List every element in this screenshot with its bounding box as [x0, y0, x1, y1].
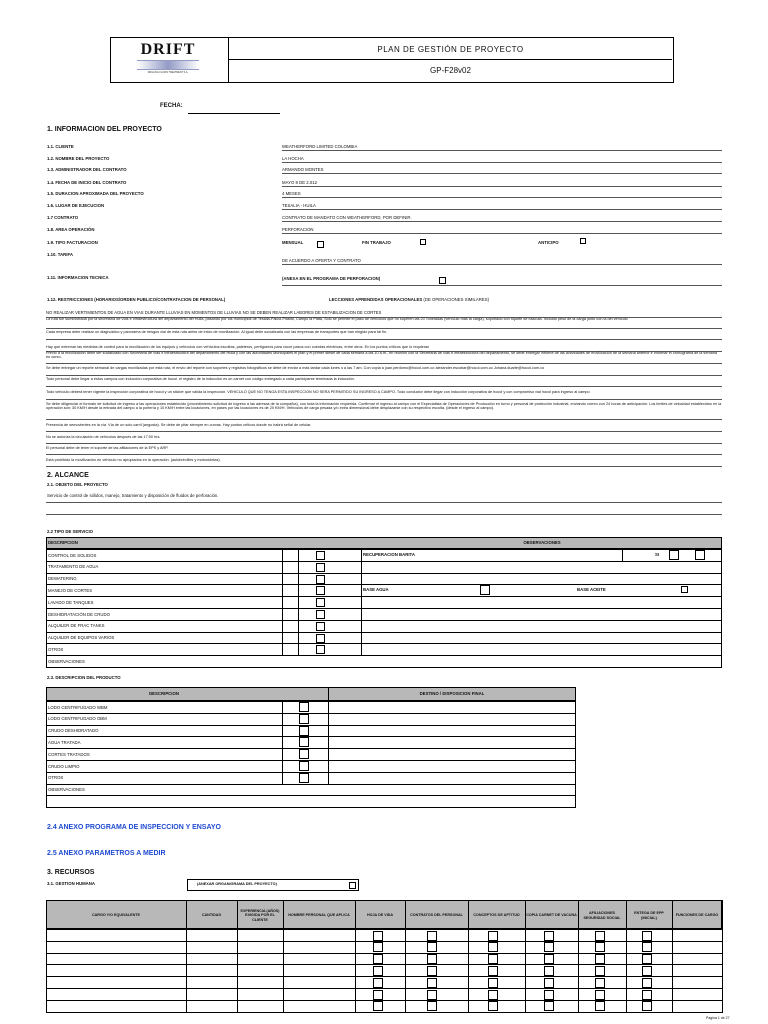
restriccion-item: La ruta fue suministrada por la secretaría de vías e infraestructura del departamento del Huila, pasando por los municipios de Tesalia-Paicol-Pitalito, Campo la Plata, Solo se permite el paso de vehículos que no superen las 20 Toneladas (vehículo más la carga), soportado con tiquete de báscula. Incluido peso de la carga junto con la del vehículo [46, 317, 722, 329]
recursos-checkbox[interactable] [427, 1001, 437, 1011]
recuperacion-barita-label: RECUPERACION BARITA [363, 552, 415, 557]
info-label-1: 1.2. NOMBRE DEL PROYECTO [47, 156, 110, 161]
recursos-checkbox[interactable] [488, 1001, 498, 1011]
gestion-humana-label: 3.1. GESTION HUMANA [47, 881, 95, 886]
tipo-checkbox[interactable] [316, 634, 325, 643]
col-divider [282, 736, 283, 748]
info-label-0: 1.1. CLIENTE [47, 144, 74, 149]
col-divider [282, 549, 283, 561]
col-divider [298, 596, 299, 608]
tipo-servicio-label: 2.2 TIPO DE SERVICIO [47, 529, 94, 534]
tipo-row-label: TRATAMIENTO DE AGUA [48, 564, 99, 570]
col-divider [328, 725, 329, 737]
tipo-checkbox[interactable] [316, 563, 325, 572]
producto-row-label: OBSERVACIONES [48, 787, 85, 793]
info-label-3: 1.4. FECHA DE INICIO DEL CONTRATO [47, 180, 127, 185]
recursos-checkbox[interactable] [427, 966, 437, 976]
info-value-0[interactable]: WEATHERFORD LIMITED COLOMBIA [282, 144, 358, 149]
anexo-inspeccion-link[interactable]: 2.4 ANEXO PROGRAMA DE INSPECCION Y ENSAYO [47, 824, 222, 831]
recursos-checkbox[interactable] [488, 931, 498, 941]
col-divider [298, 584, 299, 596]
recursos-header-cell: NOMBRE PERSONAL QUE APLICA [288, 913, 350, 918]
recursos-checkbox[interactable] [595, 966, 605, 976]
objeto-line-1 [46, 502, 722, 503]
recursos-checkbox[interactable] [488, 966, 498, 976]
info-label-2: 1.3. ADMINISTRADOR DEL CONTRATO [47, 167, 127, 172]
document-code: GP-F28v02 [430, 66, 471, 75]
recursos-checkbox[interactable] [544, 978, 554, 988]
recursos-checkbox[interactable] [488, 978, 498, 988]
tipo-row-label: ALQUILER DE FRAC TANKS [48, 623, 105, 629]
recursos-checkbox[interactable] [544, 942, 554, 952]
col-divider [328, 713, 329, 725]
col-divider [361, 573, 362, 585]
restriccion-item: Se debe entregar un reporte semanal de cargas movilizadas por esta ruta, el envío del reporte con soportes y registros fotográficos se debe de enviar a más tardar cada lunes o a las 7 am. Con copia a juan.perdomo@hocol.com.co alexander.escobar@hocol.com.co Johana.duarte@hocol.com.co [46, 366, 722, 376]
objeto-value: Servicio de control de sólidos, manejo, tratamiento y disposición de fluidos de perforación. [47, 493, 219, 498]
info-value-7[interactable]: PERFORACION [282, 227, 314, 232]
recursos-header-cell: EXPERIENCIA (AÑOS) EXIGIDA POR EL CLIENTE [240, 908, 280, 922]
col-divider [282, 713, 283, 725]
tipo-checkbox[interactable] [316, 610, 325, 619]
recursos-checkbox[interactable] [642, 931, 652, 941]
col-divider [328, 748, 329, 760]
logo-text: DRIFT [140, 41, 196, 58]
producto-checkbox[interactable] [299, 761, 309, 771]
col-divider [328, 760, 329, 772]
col-divider [298, 632, 299, 644]
tarifa-line [282, 264, 722, 265]
recursos-checkbox[interactable] [373, 942, 383, 952]
tipo-checkbox[interactable] [316, 551, 325, 560]
producto-checkbox[interactable] [299, 737, 309, 747]
col-divider [361, 632, 362, 644]
recursos-checkbox[interactable] [642, 978, 652, 988]
tarifa-value: DE ACUERDO A OFERTA Y CONTRATO [282, 258, 361, 263]
col-divider [282, 725, 283, 737]
col-divider [298, 608, 299, 620]
tipo-header-observaciones: OBSERVACIONES [523, 540, 561, 545]
col-divider [361, 608, 362, 620]
tipo-row-label: OBSERVACIONES [48, 658, 85, 664]
tipo-row-label: DESHIDRATACIÓN DE CRUDO [48, 611, 110, 617]
recursos-checkbox[interactable] [544, 1001, 554, 1011]
recursos-checkbox[interactable] [595, 942, 605, 952]
recursos-checkbox[interactable] [595, 990, 605, 1000]
recursos-checkbox[interactable] [373, 990, 383, 1000]
col-divider [282, 620, 283, 632]
tipo-header-descripcion: DESCRIPCION [48, 540, 78, 545]
recursos-checkbox[interactable] [427, 990, 437, 1000]
recursos-header-cell: FUNCIONES DE CARGO [675, 913, 719, 918]
col-divider [361, 584, 362, 596]
base-aceite-checkbox[interactable] [681, 586, 688, 593]
recursos-checkbox[interactable] [595, 931, 605, 941]
info-tecnica-label: 1.11. INFORMACION TECNICA [47, 275, 109, 280]
col-divider [298, 620, 299, 632]
col-divider [282, 748, 283, 760]
info-line-3 [282, 186, 722, 187]
recursos-checkbox[interactable] [544, 931, 554, 941]
restriccion-item: Previo a la movilización debe ser socializado con Secretaria de vías e infraestructura del departamento del Huila y con las autoridades Municipales el plan y el primer diesel de cada semana a las 10 a.m., en reunión con la Secretaria de vías e infraestructura del departamento, se debe entregar informe de las actividades de movilización de la semana anterior e informar el cronograma de la semana en curso. [46, 351, 722, 364]
mensual-label: MENSUAL [282, 240, 304, 245]
col-divider [282, 701, 283, 713]
col-divider [328, 736, 329, 748]
info-tecnica-checkbox[interactable] [439, 277, 446, 284]
recursos-checkbox[interactable] [544, 990, 554, 1000]
si-label: SI [655, 552, 660, 557]
restriccion-item: Está prohibido la movilización en vehículo no apropiados en la operación. (autobrévilles y motocicletas). [46, 458, 722, 467]
recursos-checkbox[interactable] [488, 954, 498, 964]
col-divider [282, 608, 283, 620]
tipo-checkbox[interactable] [316, 586, 325, 595]
info-line-0 [282, 150, 722, 151]
section-2-title: 2. ALCANCE [47, 472, 89, 479]
col-divider [361, 596, 362, 608]
mensual-checkbox[interactable] [317, 241, 324, 248]
fecha-label: FECHA: [160, 103, 183, 109]
anexo-parametros-link[interactable]: 2.5 ANEXO PARAMETROS A MEDIR [47, 850, 166, 857]
recursos-checkbox[interactable] [544, 954, 554, 964]
organigrama-label: (ANEXAR ORGANIGRAMA DEL PROYECTO) [197, 882, 277, 886]
info-line-7 [282, 233, 722, 234]
col-divider [328, 701, 329, 713]
col-divider [282, 561, 283, 573]
col-divider [328, 772, 329, 784]
col-divider [622, 549, 623, 561]
producto-row-label: AGUA TRATADA [48, 739, 81, 745]
tipo-row-label: MANEJO DE CORTES [48, 587, 93, 593]
recursos-checkbox[interactable] [373, 954, 383, 964]
document-title: PLAN DE GESTIÓN DE PROYECTO [377, 45, 524, 54]
producto-row-label: CRUDO LIMPIO [48, 763, 80, 769]
fin-trabajo-label: FIN TRABAJO [362, 240, 391, 245]
producto-row-label: LODO CENTRIFUGADO OBM [48, 716, 107, 722]
tipo-checkbox[interactable] [316, 575, 325, 584]
producto-checkbox[interactable] [299, 749, 309, 759]
info-value-1[interactable]: LA HOCHA [282, 156, 304, 161]
header-title-divider [229, 59, 672, 60]
anticipo-label: ANTICIPO [538, 240, 559, 245]
si-checkbox[interactable] [669, 550, 679, 560]
restriccion-item: Cada empresa debe realizar un diagnostico y panorama de riesgos vial de esta ruta antes de inicio de movilización. Al igual debe socializarla con las empresas de transportes que han elegido para tal fin. [46, 330, 722, 340]
objeto-line-2 [46, 514, 722, 515]
producto-checkbox[interactable] [299, 702, 309, 712]
col-divider [282, 643, 283, 655]
tipo-row-label: LAVADO DE TANQUES [48, 599, 94, 605]
recursos-checkbox[interactable] [595, 978, 605, 988]
recursos-checkbox[interactable] [544, 966, 554, 976]
producto-header-destino: DESTINO / DISPOSICION FINAL [419, 691, 485, 696]
info-line-5 [282, 209, 722, 210]
producto-row-label: LODO CENTRIFUGADO WBM [48, 704, 108, 710]
restriccion-item: Hay que extremar las medidas de control para la movilización de los equipos y vehículos con vehículos escoltas, paleteros, pertigueros para cruce pasos con cuerdas eléctricas, entre otros. En los puntos críticos que lo requieran [46, 345, 722, 352]
no-checkbox[interactable] [695, 550, 705, 560]
col-divider [282, 573, 283, 585]
lecciones-label: LECCIONES APRENDIDAS OPERACIONALES (DE OPERACIONES SIMILARES) [329, 297, 490, 302]
col-divider [361, 561, 362, 573]
producto-checkbox[interactable] [299, 726, 309, 736]
col-divider [282, 760, 283, 772]
logo-swoosh [137, 60, 199, 70]
col-divider [298, 549, 299, 561]
recursos-header-cell: COPIA CARNET DE VACUNA [526, 913, 577, 918]
recursos-checkbox[interactable] [642, 954, 652, 964]
recursos-checkbox[interactable] [427, 978, 437, 988]
info-line-1 [282, 162, 722, 163]
recursos-checkbox[interactable] [373, 931, 383, 941]
info-tecnica-line [282, 285, 722, 286]
fin-trabajo-checkbox[interactable] [420, 239, 426, 245]
recursos-checkbox[interactable] [488, 942, 498, 952]
producto-checkbox[interactable] [299, 773, 309, 783]
restriccion-item: Se debe diligenciar el formato de solicitud de ingreso a las operaciones establecido (procedimiento solicitud de ingreso a las adresas de la compañía), con toda la información requerida. Confirmar el ingreso al campo con el Especialista de Operaciones de Producción en turno y personal de protección industrial, enviando correo con 24 horas de anticipación. Los límites de velocidad establecidos en la operación son: 30 KM/H desde la entrada del campo a la portería y 10 KM/H entre las locaciones, en pases por las locaciones es de 20 KM/H. Vehículos de carga pesada y/o extra dimensional debe desplazarse con su respectivo escolta. (desde el ingreso al campo). [46, 402, 722, 420]
info-line-2 [282, 173, 722, 174]
recursos-checkbox[interactable] [373, 966, 383, 976]
objeto-label: 2.1. OBJETO DEL PROYECTO [47, 482, 108, 487]
info-label-6: 1.7 CONTRATO [47, 215, 79, 220]
recursos-checkbox[interactable] [427, 954, 437, 964]
recursos-checkbox[interactable] [488, 990, 498, 1000]
tipo-row-label: ALQUILER DE EQUIPOS VARIOS [48, 635, 115, 641]
recursos-header-cell: ENTEGA DE EPP (INICIAL) [634, 911, 664, 920]
tipo-row-label: CONTROL DE SOLIDOS [48, 552, 97, 558]
recursos-header-cell: CANTIDAD [201, 913, 222, 918]
fecha-field[interactable] [188, 113, 280, 114]
base-aceite-label: BASE ACEITE [577, 587, 606, 593]
base-agua-checkbox[interactable] [480, 585, 490, 595]
recursos-header-cell: CONTRATOS DEL PERSONAL [410, 913, 463, 918]
info-label-7: 1.8. AREA OPERACIÓN [47, 227, 95, 232]
restriccion-item: Presencia de semovientes en la vía. Vía de un solo carril (angosta). Se debe de pitar siempre en curvas. Hay puntos críticos donde no habrá señal de celular. [46, 423, 722, 432]
producto-row-label: CRUDO DESHIDRATADO [48, 728, 99, 734]
info-value-4[interactable]: 4 MESES [282, 191, 301, 196]
col-divider [361, 620, 362, 632]
info-line-4 [282, 197, 722, 198]
recursos-header-cell: AFILIACIONES SEGURIDAD SOCIAL [583, 911, 621, 920]
tipo-row-label: OTROS [48, 646, 64, 652]
tarifa-label: 1.10. TARIFA [47, 252, 73, 257]
table-row [46, 1000, 723, 1013]
recursos-checkbox[interactable] [373, 1001, 383, 1011]
producto-header-descripcion: DESCRIPCION [149, 691, 179, 696]
col-divider [282, 772, 283, 784]
descripcion-producto-label: 2.3. DESCRIPCION DEL PRODUCTO [47, 675, 121, 680]
restricciones-label: 1.12. RESTRICCIONES (HORARIOS/ORDEN PUBLICO/CONTRATACION DE PERSONAL) [47, 297, 226, 302]
recursos-checkbox[interactable] [642, 1001, 652, 1011]
info-value-6[interactable]: CONTRATO DE MANDATO CON WEATHERFORD, POR DEFINIR. [282, 215, 412, 220]
restriccion-item: No se autoriza la circulación de vehículos después de las 17:00 hrs. [46, 435, 722, 444]
producto-checkbox[interactable] [299, 714, 309, 724]
recursos-header-cell: CARGO Y/O EQUIVALENTE [91, 913, 140, 918]
col-divider [361, 549, 362, 561]
recursos-checkbox[interactable] [642, 966, 652, 976]
recursos-checkbox[interactable] [427, 942, 437, 952]
tipo-row-label: DEWATERING [48, 576, 77, 582]
col-divider [282, 632, 283, 644]
recursos-checkbox[interactable] [373, 978, 383, 988]
restriccion-item: NO REALIZAR VERTIMIENTOS DE AGUA EN VIAS DURANTE LLUVIAS EN MOMENTOS DE LLUVIAS NO SE DEBEN REALIZAR LABORES DE ESTABILIZACION DE CORTES [46, 311, 722, 318]
recursos-header-cell: CONCEPTOS DE APTITUD [473, 913, 520, 918]
info-value-3[interactable]: MAYO 8 DE 2.012 [282, 180, 318, 185]
info-label-4: 1.5. DURACION APROXIMADA DEL PROYECTO [47, 191, 144, 196]
logo-subtext: DRILLING FLUIDS TREATMENT S.A. [147, 71, 189, 74]
anticipo-checkbox[interactable] [580, 238, 586, 244]
col-divider [298, 561, 299, 573]
recursos-checkbox[interactable] [595, 1001, 605, 1011]
recursos-checkbox[interactable] [642, 942, 652, 952]
info-line-6 [282, 221, 722, 222]
tipo-checkbox[interactable] [316, 645, 325, 654]
restriccion-item: Todo personal debe llegar a estos campos con inducción corporativa de hocol. el registro de la inducción es un carnet con código entregado a cada participante terminada la inducción. [46, 377, 722, 387]
col-divider [361, 643, 362, 655]
producto-row-label: OTROS [48, 775, 64, 781]
organigrama-checkbox[interactable] [349, 882, 356, 889]
col-divider [298, 643, 299, 655]
tipo-checkbox[interactable] [316, 622, 325, 631]
facturacion-label: 1.9. TIPO FACTURACION [47, 240, 98, 245]
section-1-title: 1. INFORMACION DEL PROYECTO [47, 126, 162, 133]
section-3-title: 3. RECURSOS [47, 869, 95, 876]
producto-row-label: CORTES TRATADOS [48, 751, 90, 757]
info-value-5[interactable]: TESALIA - HUILA [282, 203, 316, 208]
table-row [46, 655, 722, 668]
base-agua-label: BASE AGUA [363, 587, 389, 593]
table-row [46, 795, 576, 808]
recursos-checkbox[interactable] [427, 931, 437, 941]
tipo-checkbox[interactable] [316, 598, 325, 607]
info-label-5: 1.6. LUGAR DE EJECUCION [47, 203, 105, 208]
info-value-2[interactable]: ARMANDO MONTES [282, 167, 324, 172]
col-divider [282, 596, 283, 608]
col-divider [298, 573, 299, 585]
restriccion-item: Todo vehículo deberá tener vigente la inspección corporativa de hocol y un sticker que valida la inspección. VEHICULO QUE NO TENGA ESTA INSPECCION NO SERA PERMITIDO SU INGRESO A CAMPO. Todo conductor debe llegar con inducción corporativa de hocol y con compromiso vial hocol para ingreso al campo [46, 390, 722, 400]
col-divider [282, 584, 283, 596]
recursos-checkbox[interactable] [642, 990, 652, 1000]
page-footer: Pagina 1 de 27 [706, 1016, 730, 1020]
restriccion-item: El personal debe de tener el soporte de las afiliaciones de la EPS y ARP. [46, 446, 722, 455]
recursos-checkbox[interactable] [595, 954, 605, 964]
recursos-header-cell: HOJA DE VIDA [366, 913, 394, 918]
info-tecnica-value: (ANEXA EN EL PROGRAMA DE PERFORACION) [282, 276, 381, 281]
company-logo [133, 41, 203, 77]
